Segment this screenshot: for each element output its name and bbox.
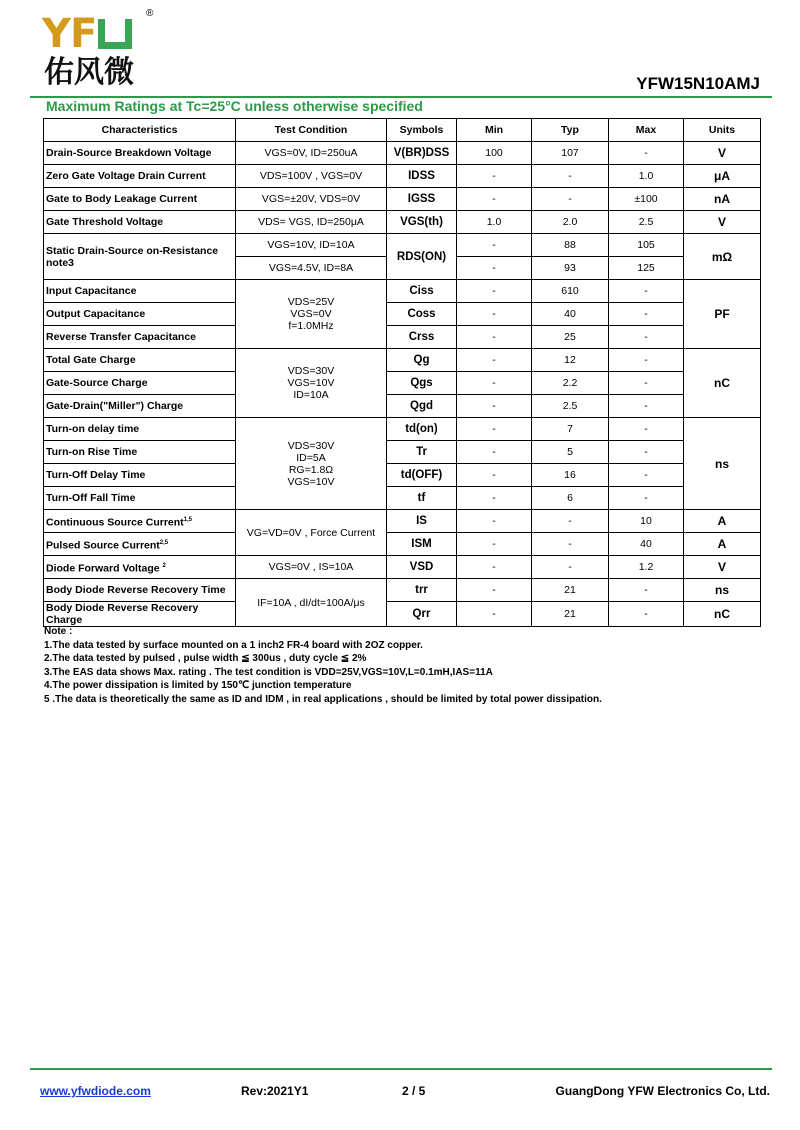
- max-value: 105: [609, 234, 684, 257]
- min-value: -: [457, 487, 532, 510]
- table-row: [44, 510, 761, 533]
- revision: Rev:2021Y1: [241, 1084, 309, 1098]
- table-row: [44, 464, 761, 487]
- min-value: -: [457, 326, 532, 349]
- characteristic: Total Gate Charge: [44, 349, 236, 372]
- test-condition: VG=VD=0V , Force Current: [236, 510, 387, 556]
- test-condition: [236, 280, 387, 349]
- test-condition: VGS=10V, ID=10A: [236, 234, 387, 257]
- logo-u-mark: [98, 19, 132, 49]
- characteristic: Turn-Off Delay Time: [44, 464, 236, 487]
- symbol: Ciss: [387, 280, 457, 303]
- typ-value: 2.0: [532, 211, 609, 234]
- unit: μA: [684, 165, 761, 188]
- max-value: 2.5: [609, 211, 684, 234]
- characteristic: Gate-Source Charge: [44, 372, 236, 395]
- symbol: Tr: [387, 441, 457, 464]
- condition-line: RG=1.8Ω: [288, 463, 334, 476]
- symbol: ISM: [387, 533, 457, 556]
- symbol: td(on): [387, 418, 457, 441]
- max-value: -: [609, 349, 684, 372]
- section-title: Maximum Ratings at Tc=25°C unless otherwise specified: [46, 98, 423, 114]
- part-number: YFW15N10AMJ: [636, 74, 760, 93]
- characteristic: Drain-Source Breakdown Voltage: [44, 142, 236, 165]
- note-ref: 2,5: [159, 539, 169, 546]
- min-value: -: [457, 234, 532, 257]
- max-value: -: [609, 464, 684, 487]
- test-condition: VGS=4.5V, ID=8A: [236, 257, 387, 280]
- characteristic: [44, 556, 236, 579]
- note-ref: 2: [162, 562, 166, 569]
- symbol: td(OFF): [387, 464, 457, 487]
- typ-value: 21: [532, 579, 609, 602]
- max-value: 1.0: [609, 165, 684, 188]
- min-value: -: [457, 510, 532, 533]
- table-row: [44, 303, 761, 326]
- test-condition: VGS=0V, ID=250uA: [236, 142, 387, 165]
- table-row: [44, 142, 761, 165]
- condition-line: f=1.0MHz: [288, 320, 334, 332]
- unit: V: [684, 556, 761, 579]
- min-value: 100: [457, 142, 532, 165]
- col-header: Min: [457, 119, 532, 142]
- symbol: IDSS: [387, 165, 457, 188]
- table-row: [44, 326, 761, 349]
- col-header: Symbols: [387, 119, 457, 142]
- symbol: Qgs: [387, 372, 457, 395]
- typ-value: 7: [532, 418, 609, 441]
- unit: ns: [684, 579, 761, 602]
- min-value: -: [457, 349, 532, 372]
- symbol: tf: [387, 487, 457, 510]
- max-value: -: [609, 579, 684, 602]
- table-row: [44, 487, 761, 510]
- unit: nA: [684, 188, 761, 211]
- note-item: 4.The power dissipation is limited by 150℃ junction temperature: [44, 680, 352, 691]
- table-row: [44, 602, 761, 627]
- notes-block: [44, 625, 602, 706]
- max-value: 125: [609, 257, 684, 280]
- characteristic-name: Pulsed Source Current: [46, 539, 160, 552]
- unit: mΩ: [684, 234, 761, 280]
- characteristic-name: Continuous Source Current: [46, 516, 184, 529]
- col-header: Max: [609, 119, 684, 142]
- typ-value: 2.2: [532, 372, 609, 395]
- symbol: trr: [387, 579, 457, 602]
- typ-value: 6: [532, 487, 609, 510]
- col-header: Typ: [532, 119, 609, 142]
- max-value: 40: [609, 533, 684, 556]
- typ-value: 16: [532, 464, 609, 487]
- characteristic: Body Diode Reverse Recovery Charge: [44, 602, 236, 627]
- symbol: Qgd: [387, 395, 457, 418]
- condition-line: VGS=10V: [287, 377, 335, 389]
- characteristic: Static Drain-Source on-Resistance note3: [44, 234, 236, 280]
- min-value: -: [457, 257, 532, 280]
- characteristic: Turn-Off Fall Time: [44, 487, 236, 510]
- typ-value: -: [532, 188, 609, 211]
- characteristic: Reverse Transfer Capacitance: [44, 326, 236, 349]
- unit: ns: [684, 418, 761, 510]
- unit: V: [684, 211, 761, 234]
- logo-letters: YF: [42, 12, 132, 56]
- typ-value: 40: [532, 303, 609, 326]
- min-value: -: [457, 395, 532, 418]
- table-row: [44, 556, 761, 579]
- max-value: -: [609, 395, 684, 418]
- min-value: -: [457, 602, 532, 627]
- table-row: [44, 418, 761, 441]
- unit: A: [684, 510, 761, 533]
- max-value: 1.2: [609, 556, 684, 579]
- table-row: [44, 395, 761, 418]
- logo-chinese-name: 佑风微: [44, 55, 134, 90]
- characteristic: Gate Threshold Voltage: [44, 211, 236, 234]
- registered-mark: ®: [146, 8, 154, 19]
- min-value: -: [457, 188, 532, 211]
- unit: V: [684, 142, 761, 165]
- typ-value: -: [532, 165, 609, 188]
- min-value: -: [457, 280, 532, 303]
- col-header: Units: [684, 119, 761, 142]
- unit: nC: [684, 602, 761, 627]
- table-row: [44, 165, 761, 188]
- footer-divider: [30, 1068, 772, 1070]
- typ-value: 12: [532, 349, 609, 372]
- note-item: 3.The EAS data shows Max. rating . The test condition is VDD=25V,VGS=10V,L=0.1mH,IAS=11A: [44, 666, 493, 678]
- min-value: 1.0: [457, 211, 532, 234]
- characteristic: Gate to Body Leakage Current: [44, 188, 236, 211]
- notes-title: Note :: [44, 626, 73, 637]
- max-value: -: [609, 326, 684, 349]
- condition-line: VGS=0V: [290, 308, 332, 320]
- max-value: 10: [609, 510, 684, 533]
- max-value: -: [609, 303, 684, 326]
- min-value: -: [457, 165, 532, 188]
- min-value: -: [457, 372, 532, 395]
- table-row: [44, 349, 761, 372]
- condition-line: VDS=30V: [287, 365, 335, 377]
- min-value: -: [457, 441, 532, 464]
- symbol: VSD: [387, 556, 457, 579]
- ratings-table: [43, 118, 761, 627]
- test-condition: [236, 349, 387, 418]
- typ-value: 107: [532, 142, 609, 165]
- table-row: [44, 188, 761, 211]
- company-name: GuangDong YFW Electronics Co, Ltd.: [555, 1084, 770, 1098]
- max-value: -: [609, 372, 684, 395]
- characteristic: Output Capacitance: [44, 303, 236, 326]
- typ-value: 610: [532, 280, 609, 303]
- symbol: Coss: [387, 303, 457, 326]
- typ-value: -: [532, 533, 609, 556]
- test-condition: VGS=±20V, VDS=0V: [236, 188, 387, 211]
- note-item: 5 .The data is theoretically the same as ID and IDM , in real applications , should be limited by total power dissipation.: [44, 693, 602, 705]
- test-condition: VDS= VGS, ID=250μA: [236, 211, 387, 234]
- typ-value: 5: [532, 441, 609, 464]
- table-row: [44, 441, 761, 464]
- note-item: 1.The data tested by surface mounted on a 1 inch2 FR-4 board with 2OZ copper.: [44, 639, 423, 651]
- test-condition: VDS=100V , VGS=0V: [236, 165, 387, 188]
- table-row: [44, 211, 761, 234]
- characteristic: Body Diode Reverse Recovery Time: [44, 579, 236, 602]
- test-condition: IF=10A , dI/dt=100A/μs: [236, 579, 387, 627]
- symbol: Qg: [387, 349, 457, 372]
- symbol: V(BR)DSS: [387, 142, 457, 165]
- note-item: 2.The data tested by pulsed , pulse width ≦ 300us , duty cycle ≦ 2%: [44, 653, 367, 664]
- condition-line: VDS=25V: [287, 296, 335, 308]
- max-value: -: [609, 487, 684, 510]
- typ-value: -: [532, 510, 609, 533]
- test-condition: [236, 418, 387, 510]
- unit: A: [684, 533, 761, 556]
- typ-value: 25: [532, 326, 609, 349]
- characteristic: Input Capacitance: [44, 280, 236, 303]
- characteristic: Turn-on Rise Time: [44, 441, 236, 464]
- characteristic: [44, 533, 236, 556]
- min-value: -: [457, 464, 532, 487]
- typ-value: 2.5: [532, 395, 609, 418]
- table-header-row: [44, 119, 761, 142]
- max-value: -: [609, 418, 684, 441]
- min-value: -: [457, 303, 532, 326]
- website-link[interactable]: www.yfwdiode.com: [40, 1084, 151, 1098]
- table-row: [44, 280, 761, 303]
- max-value: -: [609, 142, 684, 165]
- symbol: Qrr: [387, 602, 457, 627]
- condition-line: ID=10A: [293, 389, 329, 401]
- characteristic: Gate-Drain("Miller") Charge: [44, 395, 236, 418]
- min-value: -: [457, 533, 532, 556]
- col-header: Test Condition: [236, 119, 387, 142]
- note-ref: 1,5: [183, 516, 193, 523]
- typ-value: -: [532, 556, 609, 579]
- condition-line: ID=5A: [296, 451, 326, 464]
- unit: nC: [684, 349, 761, 418]
- min-value: -: [457, 579, 532, 602]
- table-row: [44, 533, 761, 556]
- table-row: [44, 372, 761, 395]
- max-value: -: [609, 602, 684, 627]
- symbol: Crss: [387, 326, 457, 349]
- symbol: VGS(th): [387, 211, 457, 234]
- max-value: ±100: [609, 188, 684, 211]
- min-value: -: [457, 418, 532, 441]
- company-logo: [42, 12, 162, 92]
- col-header: Characteristics: [44, 119, 236, 142]
- table-row: [44, 234, 761, 257]
- page-number: 2 / 5: [402, 1084, 426, 1098]
- characteristic: [44, 510, 236, 533]
- unit: PF: [684, 280, 761, 349]
- symbol: IS: [387, 510, 457, 533]
- test-condition: VGS=0V , IS=10A: [236, 556, 387, 579]
- characteristic-name: Diode Forward Voltage: [46, 562, 160, 575]
- typ-value: 93: [532, 257, 609, 280]
- symbol: IGSS: [387, 188, 457, 211]
- symbol: RDS(ON): [387, 234, 457, 280]
- table-row: [44, 579, 761, 602]
- min-value: -: [457, 556, 532, 579]
- typ-value: 88: [532, 234, 609, 257]
- max-value: -: [609, 441, 684, 464]
- typ-value: 21: [532, 602, 609, 627]
- condition-line: VGS=10V: [287, 475, 335, 488]
- max-value: -: [609, 280, 684, 303]
- condition-line: VDS=30V: [287, 439, 335, 452]
- characteristic: Turn-on delay time: [44, 418, 236, 441]
- characteristic: Zero Gate Voltage Drain Current: [44, 165, 236, 188]
